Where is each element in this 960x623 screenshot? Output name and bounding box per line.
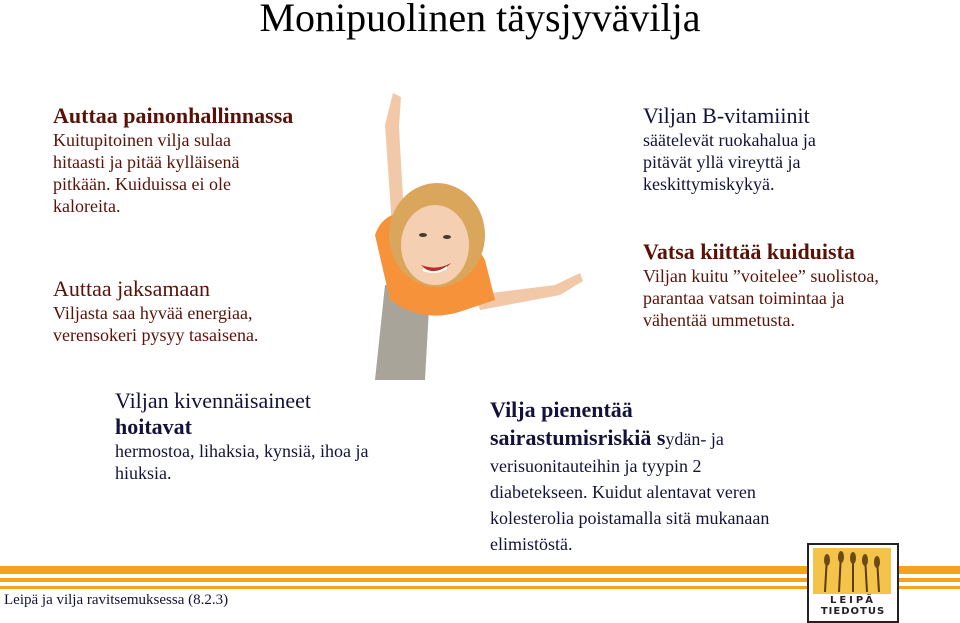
woman-photo: [355, 85, 590, 380]
minerals-line-2: hiuksia.: [115, 463, 172, 483]
risk-heading-1: Vilja pienentää: [490, 397, 633, 422]
vitamins-block: [643, 103, 943, 195]
vitamins-line-1: säätelevät ruokahalua ja: [643, 130, 816, 150]
risk-block: [490, 396, 830, 557]
weight-line-1: Kuitupitoinen vilja sulaa: [53, 130, 231, 150]
logo-text-2: TIEDOTUS: [820, 606, 886, 617]
fiber-line-3: vähentää ummetusta.: [643, 310, 795, 330]
footer-source: Leipä ja vilja ravitsemuksessa (8.2.3): [4, 592, 229, 608]
grain-icon: [813, 548, 891, 594]
weight-block: [53, 103, 353, 217]
risk-line-2: diabetekseen. Kuidut alentavat veren: [490, 482, 756, 502]
weight-heading: Auttaa painonhallinnassa: [53, 103, 294, 128]
fiber-line-2: parantaa vatsan toimintaa ja: [643, 288, 845, 308]
risk-line-1: verisuonitauteihin ja tyypin 2: [490, 456, 702, 476]
weight-line-3: pitkään. Kuiduissa ei ole: [53, 174, 231, 194]
minerals-heading-1: Viljan kivennäisaineet: [115, 388, 312, 413]
minerals-heading-2: hoitavat: [115, 414, 192, 439]
risk-line-3: kolesterolia poistamalla sitä mukanaan: [490, 508, 770, 528]
weight-line-4: kaloreita.: [53, 196, 121, 216]
weight-line-2: hitaasti ja pitää kylläisenä: [53, 152, 240, 172]
risk-heading-2: sairastumisriskiä s: [490, 425, 666, 450]
energy-heading: Auttaa jaksamaan: [53, 276, 210, 301]
risk-line-4: elimistöstä.: [490, 534, 573, 554]
vitamins-line-2: pitävät yllä vireyttä ja: [643, 152, 801, 172]
vitamins-heading: Viljan B-vitamiinit: [643, 103, 810, 128]
energy-line-2: verensokeri pysyy tasaisena.: [53, 325, 259, 345]
leipatiedotus-logo: [807, 543, 899, 623]
risk-lead-rest: ydän- ja: [665, 429, 724, 449]
vitamins-line-3: keskittymiskykyä.: [643, 174, 775, 194]
fiber-block: [643, 239, 943, 331]
logo-text-1: LEIPÄ: [829, 595, 877, 606]
page-title: Monipuolinen täysjyvävilja: [259, 0, 701, 40]
energy-line-1: Viljasta saa hyvää energiaa,: [53, 303, 253, 323]
fiber-line-1: Viljan kuitu ”voitelee” suolistoa,: [643, 266, 879, 286]
fiber-heading: Vatsa kiittää kuiduista: [643, 239, 855, 264]
minerals-line-1: hermostoa, lihaksia, kynsiä, ihoa ja: [115, 441, 369, 461]
minerals-block: [115, 388, 435, 484]
energy-block: [53, 276, 353, 346]
